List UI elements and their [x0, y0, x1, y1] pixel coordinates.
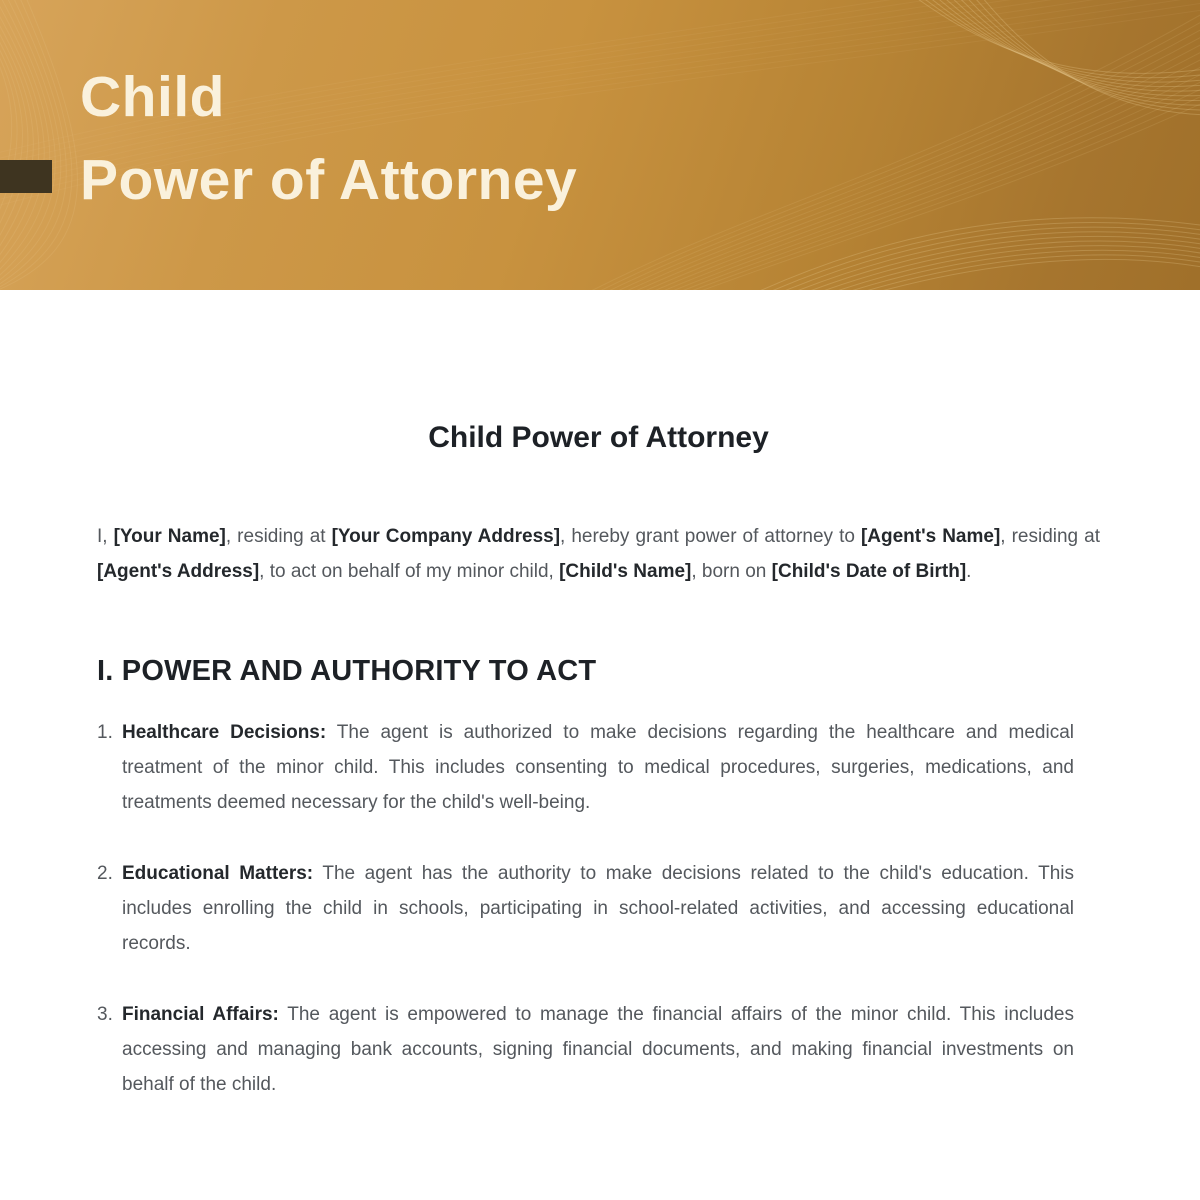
poa-list [97, 715, 1100, 1102]
document-title: Child Power of Attorney [428, 421, 769, 454]
list-item-text: Financial Affairs: The agent is empowered to manage the financial affairs of the minor child. This includes accessing and managing bank accounts, signing financial documents, and making financial investments on behalf of the child. [122, 1004, 1074, 1095]
header-title [80, 56, 577, 222]
document-body [0, 420, 1200, 1102]
list-item [97, 997, 1074, 1102]
header-title-line2: Power of Attorney [80, 148, 578, 212]
list-item-text: Healthcare Decisions: The agent is authorized to make decisions regarding the healthcare and medical treatment of the minor child. This includes consenting to medical procedures, surgeries, medications, and treatments deemed necessary for the child's well-being. [122, 722, 1075, 813]
list-item [97, 715, 1074, 820]
section-heading: I. POWER AND AUTHORITY TO ACT [97, 655, 597, 687]
list-item-text: Educational Matters: The agent has the authority to make decisions related to the child's education. This includes enrolling the child in schools, participating in school-related activities, and accessing educational records. [122, 863, 1074, 954]
header-accent-rectangle [0, 160, 52, 193]
list-item-number: 1. [97, 722, 113, 743]
header-banner [0, 0, 1200, 290]
list-item-number: 2. [97, 863, 113, 884]
intro-paragraph: I, [Your Name], residing at [Your Company Address], hereby grant power of attorney to [Agent's Name], residing at [Agent's Address], to act on behalf of my minor child, [Child's Name], born on [Child's Date of Birth]. [97, 526, 1100, 582]
list-item-number: 3. [97, 1004, 113, 1025]
list-item [97, 856, 1074, 961]
header-title-line1: Child [80, 65, 225, 129]
